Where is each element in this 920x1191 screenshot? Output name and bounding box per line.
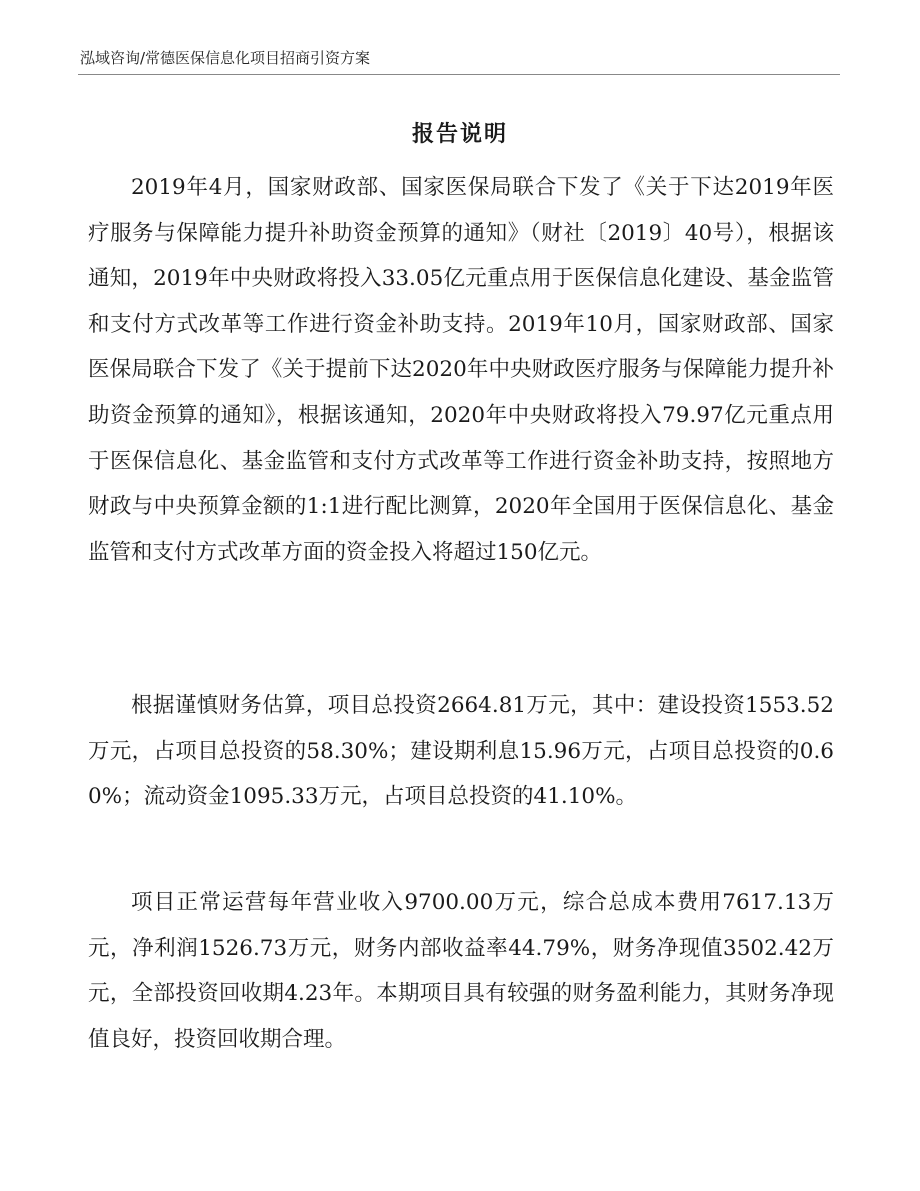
paragraph-investment-estimate: 根据谨慎财务估算，项目总投资2664.81万元，其中：建设投资1553.52万元，占项目总投资的58.30%；建设期利息15.96万元，占项目总投资的0.60%；流动资金1095.33万元，占项目总投资的41.10%。 bbox=[88, 693, 834, 810]
page-header: 泓域咨询/常德医保信息化项目招商引资方案 bbox=[80, 49, 371, 67]
header-divider bbox=[78, 74, 840, 75]
paragraph-financial-returns: 项目正常运营每年营业收入9700.00万元，综合总成本费用7617.13万元，净利润1526.73万元，财务内部收益率44.79%，财务净现值3502.42万元，全部投资回收期4.23年。本期项目具有较强的财务盈利能力，其财务净现值良好，投资回收期合理。 bbox=[88, 890, 834, 1052]
paragraph-policy-background: 2019年4月，国家财政部、国家医保局联合下发了《关于下达2019年医疗服务与保障能力提升补助资金预算的通知》（财社〔2019〕40号），根据该通知，2019年中央财政将投入33.05亿元重点用于医保信息化建设、基金监管和支付方式改革等工作进行资金补助支持。2019年10月，国家财政部、国家医保局联合下发了《关于提前下达2020年中央财政医疗服务与保障能力提升补助资金预算的通知》，根据该通知，2020年中央财政将投入79.97亿元重点用于医保信息化、基金监管和支付方式改革等工作进行资金补助支持，按照地方财政与中央预算金额的1:1进行配比测算，2020年全国用于医保信息化、基金监管和支付方式改革方面的资金投入将超过150亿元。 bbox=[88, 175, 834, 565]
page-title: 报告说明 bbox=[411, 122, 508, 147]
